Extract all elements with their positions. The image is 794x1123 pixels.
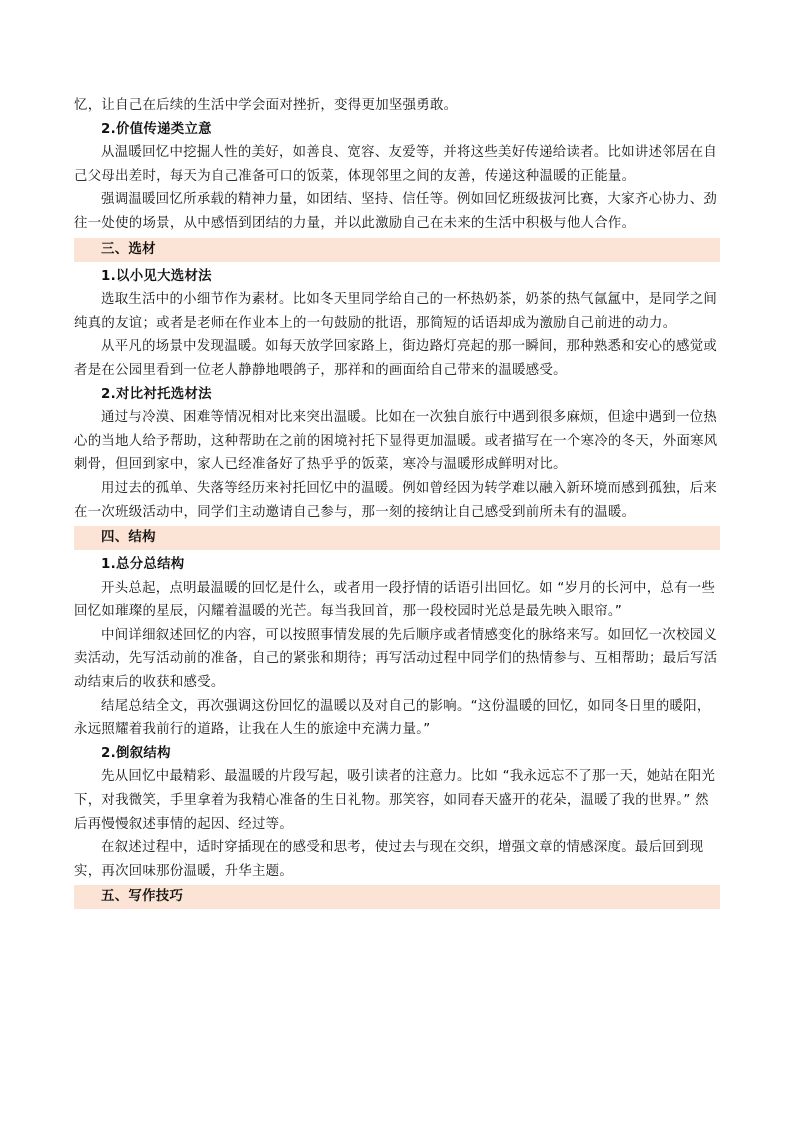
paragraph: 选取生活中的小细节作为素材。比如冬天里同学给自己的一杯热奶茶，奶茶的热气氤氲中，是同学之间纯真的友谊；或者是老师在作业本上的一句鼓励的批语，那简短的话语却成为激励自己前进的动力。 — [74, 292, 718, 331]
paragraph: 通过与冷漠、困难等情况相对比来突出温暖。比如在一次独自旅行中遇到很多麻烦，但途中遇到一位热心的当地人给予帮助，这种帮助在之前的困境衬托下显得更加温暖。或者描写在一个寒冷的冬天，外面寒风刺骨，但回到家中，家人已经准备好了热乎乎的饭菜，寒冷与温暖形成鲜明对比。 — [74, 410, 718, 473]
paragraph: 从平凡的场景中发现温暖。如每天放学回家路上，街边路灯亮起的那一瞬间，那种熟悉和安心的感觉或者是在公园里看到一位老人静静地喂鸽子，那祥和的画面给自己带来的温暖感受。 — [74, 339, 718, 378]
document-body — [74, 94, 720, 912]
paragraph: 开头总起，点明最温暖的回忆是什么，或者用一段抒情的话语引出回忆。如 “岁月的长河中，总有一些回忆如璀璨的星辰，闪耀着温暖的光芒。每当我回首，那一段校园时光总是最先映入眼帘。” — [74, 580, 716, 620]
subsection-title: 1.以小见大选材法 — [101, 268, 212, 284]
paragraph: 先从回忆中最精彩、最温暖的片段写起，吸引读者的注意力。比如 “我永远忘不了那一天，她站在阳光下，对我微笑，手里拿着为我精心准备的生日礼物。那笑容，如同春天盛开的花朵，温暖了我的世界。” 然后再慢慢叙述事情的起因、经过等。 — [74, 769, 716, 832]
paragraph: 从温暖回忆中挖掘人性的美好，如善良、宽容、友爱等，并将这些美好传递给读者。比如讲述邻居在自己父母出差时，每天为自己准备可口的饭菜，体现邻里之间的友善，传递这种温暖的正能量。 — [74, 145, 718, 184]
subsection-title: 2.倒叙结构 — [101, 745, 171, 761]
paragraph: 强调温暖回忆所承载的精神力量，如团结、坚持、信任等。例如回忆班级拔河比赛，大家齐心协力、劲往一处使的场景，从中感悟到团结的力量，并以此激励自己在未来的生活中积极与他人合作。 — [74, 192, 718, 231]
section-heading-band: 四、结构 — [74, 526, 720, 550]
paragraph: 中间详细叙述回忆的内容，可以按照事情发展的先后顺序或者情感变化的脉络来写。如回忆一次校园义卖活动，先写活动前的准备，自己的紧张和期待；再写活动过程中同学们的热情参与、互相帮助；最后写活动结束后的收获和感受。 — [74, 627, 718, 691]
subsection-title: 1.总分总结构 — [101, 557, 185, 573]
paragraph: 忆，让自己在后续的生活中学会面对挫折，变得更加坚强勇敢。 — [74, 98, 458, 113]
subsection-title: 2.价值传递类立意 — [101, 121, 212, 137]
subsection-title: 2.对比衬托选材法 — [101, 386, 212, 402]
paragraph: 结尾总结全文，再次强调这份回忆的温暖以及对自己的影响。“这份温暖的回忆，如同冬日里的暖阳，永远照耀着我前行的道路，让我在人生的旅途中充满力量。” — [74, 698, 711, 738]
section-heading-band: 三、选材 — [74, 238, 720, 262]
section-heading-band: 五、写作技巧 — [74, 885, 720, 909]
paragraph: 用过去的孤单、失落等经历来衬托回忆中的温暖。例如曾经因为转学难以融入新环境而感到孤独，后来在一次班级活动中，同学们主动邀请自己参与，那一刻的接纳让自己感受到前所未有的温暖。 — [74, 480, 718, 520]
paragraph: 在叙述过程中，适时穿插现在的感受和思考，使过去与现在交织，增强文章的情感深度。最后回到现实，再次回味那份温暖，升华主题。 — [74, 840, 704, 879]
